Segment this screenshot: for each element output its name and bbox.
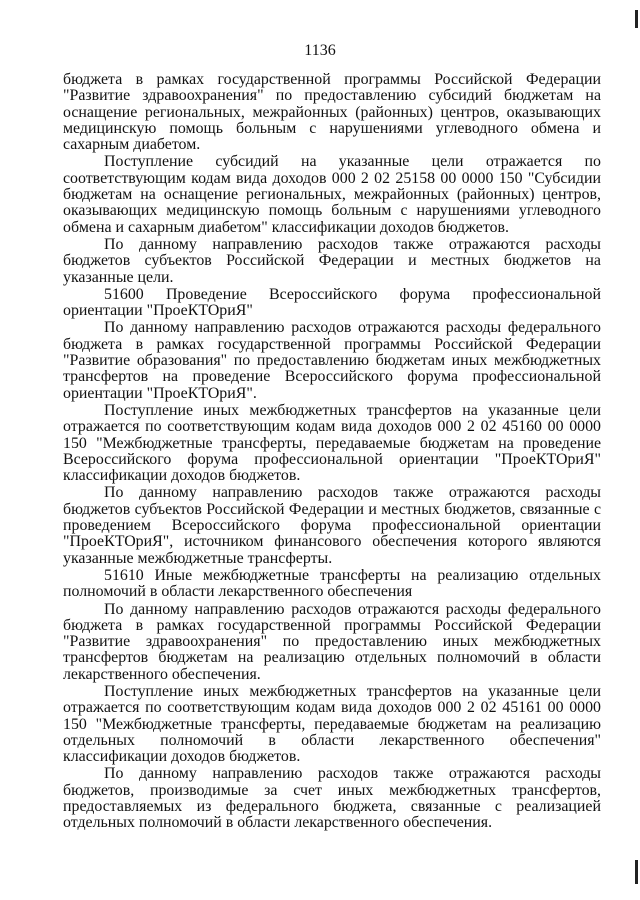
scan-edge-mark [635, 860, 638, 884]
paragraph: По данному направлению расходов также отражаются расходы бюджетов субъектов Российской Федерации и местных бюджетов, связанные с проведением Всероссийского форума профессиональной ориентации "ПроеКТОриЯ", источником финансового обеспечения которого являются указанные межбюджетные трансферты. [63, 484, 601, 567]
paragraph: По данному направлению расходов также отражаются расходы бюджетов, производимые за счет иных межбюджетных трансфертов, предоставляемых из федерального бюджета, связанные с реализацией отдельных полномочий в области лекарственного обеспечения. [63, 765, 601, 832]
page-number: 1136 [304, 42, 336, 59]
section-heading-51600: 51600 Проведение Всероссийского форума профессиональной ориентации "ПроеКТОриЯ" [63, 285, 601, 320]
paragraph: По данному направлению расходов отражаются расходы федерального бюджета в рамках государственной программы Российской Федерации "Развитие здравоохранения" по предоставлению иных межбюджетных трансфертов бюджетам на реализацию отдельных полномочий в области лекарственного обеспечения. [63, 600, 601, 683]
paragraph-continuation: бюджета в рамках государственной программы Российской Федерации "Развитие здравоохранения" по предоставлению субсидий бюджетам на оснащение региональных, межрайонных (районных) центров, оказывающих медицинскую помощь больным с нарушениями углеводного обмена и сахарным диабетом. [63, 71, 601, 154]
paragraph: По данному направлению расходов также отражаются расходы бюджетов субъектов Российской Федерации и местных бюджетов на указанные цели. [63, 235, 601, 286]
section-heading-51610: 51610 Иные межбюджетные трансферты на реализацию отдельных полномочий в области лекарственного обеспечения [63, 566, 601, 601]
paragraph: Поступление иных межбюджетных трансфертов на указанные цели отражается по соответствующим кодам вида доходов 000 2 02 45160 00 0000 150 "Межбюджетные трансферты, передаваемые бюджетам на проведение Всероссийского форума профессиональной ориентации "ПроеКТОриЯ" классификации доходов бюджетов. [63, 401, 601, 485]
paragraph: Поступление субсидий на указанные цели отражается по соответствующим кодам вида доходов 000 2 02 25158 00 0000 150 "Субсидии бюджетам на оснащение региональных, межрайонных (районных) центров, оказывающих медицинскую помощь больным с нарушениями углеводного обмена и сахарным диабетом" классификации доходов бюджетов. [63, 153, 601, 236]
paragraph: Поступление иных межбюджетных трансфертов на указанные цели отражается по соответствующим кодам вида доходов 000 2 02 45161 00 0000 150 "Межбюджетные трансферты, передаваемые бюджетам на реализацию отдельных полномочий в области лекарственного обеспечения" классификации доходов бюджетов. [63, 682, 601, 766]
paragraph: По данному направлению расходов отражаются расходы федерального бюджета в рамках государственной программы Российской Федерации "Развитие образования" по предоставлению бюджетам иных межбюджетных трансфертов на проведение Всероссийского форума профессиональной ориентации "ПроеКТОриЯ". [63, 319, 601, 402]
document-body [63, 72, 601, 833]
scan-edge-mark [635, 10, 638, 28]
